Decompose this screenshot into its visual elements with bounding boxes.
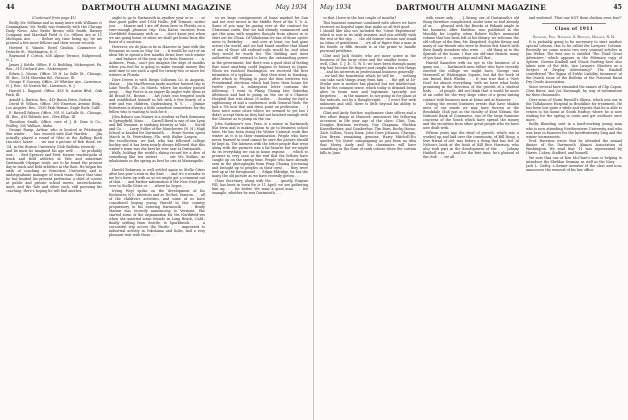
left-column-1: [6, 16, 102, 414]
paragraph: Dave Dewes is with Dirigo Coliseum Co. in Augusta, Maine . . . Jim MacPherson made another hurried trip to Lake Worth, Fla., in March, where his mother passed away . . . Ray Pierce is an expert fly angler with ideas at 46 Broad St., Boston . . . Art Jones was tempted south and established himself in life with a few hearty of a wife and two children. Ogdensburg, N. Y. . . . Jimmie Robertson is always a little somehow somewhere for the fellow who is waiting to look for it . . .: [109, 77, 205, 115]
paragraph: so we large consignments of loans marked for Sun and not ever invest in the Middle West of the U. S. A. Some of you may be gazing ever at the contract for Christmas cards, that we had already commenced and got this man with negative thought from almost in to start out for China. Of Vokohama we ran of those oyster news to Berkeley . . . and over at least, we had gone across the world, and we had found another that bland of one of those old railroad rails would be, and what they would be worth for. The bidding and most authorities still seemed to have the outstanding power in the government, but there was a good deal of feeling that more anything could happen to history in Japan. When we reached Washington, we received the first intimation of a typhoon . . . they then went to Nanking, after which to Peiping to pass the time between two Presidential elections which had been their house for twelve years. A subsequent letter contains the following: 'I went to Pking (Tsiang late Saturday afternoon and had to pump on the car of a Chinese Hospital that was about 25 miles . . . Sunday we had a sightseeing of and a conference with General Nieh. We had a 7th tour that and drive point on profession . . . I then were some cities where we seemed to yet but I didn't accept them as they had not lunched enough with the Chinese as to pump on the car.: [212, 16, 308, 122]
magazine-title: DARTMOUTH ALUMNI MAGAZINE: [396, 3, 546, 12]
left-column-3: [212, 16, 308, 414]
right-page: [314, 0, 628, 420]
paragraph: During the recent business events that have shaken most of our minds we may have thrown at the Brookdale Club just as the faculty of Kent Gilman, the National Bank of Commerce, one of the large business concerns of the South which have spread the money and the securities from other great people who we have now dealt with.: [423, 102, 519, 131]
paragraph: with sense only . . . J. Kenny, our of Dartmouth's old thing therefore complicated, under later so bad already of us . . . pleased with the Brooks at Exbank ample in his business. After Emblem, was published in the Monthly for Loyalty, when Robert Kelly's memorial volume that has been left at his library, we welcome the old college of the firm. Mr. Kingsford, Sophie Kenny and many of our friends who were in Boston this March with their family members who were . . . old thing as to the Spanish of the house, I fear our old-time friends, many of you have it . . . nowadays and all that.: [423, 16, 519, 61]
paragraph: Prof. Harrison wrote that he attended the annual dinner of the Dartmouth Alumni Association of Washington. We read that '11 was represented by Harris, Cohen, Stafford, and himself.: [526, 139, 622, 156]
right-column-1: [320, 16, 416, 414]
paragraph: Clint and Andy Satcher, sophomore class officer and a few other things at Hanover, announces the following accession in life year ago of the class: Clint, Tom, Douglas Benham territory, Guy Chapman, Sheldon Kneedbreitier, and Cumberbus. Tim Born, Rocky Horne, Zach Collins, Tracy Knox, John Dave Johnson, Chicago, Don Bryan, remaining, genuine, Harry Mitchell-It's another 'No Quest' campaigning as just been no idea that Moray Andy and his classmates will have something in the form of rank cohens when the curtain falls in June.: [320, 110, 416, 156]
paragraph: John Suskinow's son, Fran, is a senior in Dartmouth this term and is making plans to go to business school later. He has been doing the Winter Carnival work this winter as it is in their examination. People who have never learned to read cannot be sure the picture should be kept in. The lateness with the letter people that went along with the pictures was a bit bizarre but we might do its everything we can in home regions . . . which to present so very soon at the end that the fellows have caught up on the spring time. People who have already sent in the photographs from Peng Chuang (receiving and brought up to peoples in their own) . . . they were tied up in the foreground . . . Edgar Eldridge, he has the many the old picture as we have recently gotten . . .: [212, 121, 308, 179]
running-header: [6, 2, 307, 14]
issue-date: May 1934: [275, 4, 307, 11]
paragraph: Reilly, Mr. Williams and as many more with Williams & Cunningham. Mr. Reilly was formerly with the Chicago Daily News. Also Rentz Brown with Smith, Barney Company and Marshall Field & Co. Offices are at 11 Michigan Ave. . . . Before my time being up, let me present a few more fellows and their recent records.: [6, 20, 102, 45]
paragraph: Edwin L. Moore, Office, 39 N. La Salle St., Chicago, Ill. Res., 1514 Sheridan Rd., Glencoe, Ill.: [6, 71, 102, 80]
paragraph: ought to go to Dartmouth in another year or so . . . or that good golfer and 1934 Hollis, Jeff Trimont, writes you . . . Maurie and I are off down here in Florida on a sure-enough pleasure trip. Don Kaese vacation from Northfield Seminary with us . . . don't know just when we are going home or when we shall get home from this beast of a vacation.: [109, 16, 205, 45]
paragraph: Fifteen years ago the ideal of growth, which was a worked up and laid over the community, of Bill Houg, a true friend of old, was before a thing that has led. Al Nelson's book at the book of Bill Rice Harrison, who also took part in the development of the . . . Johnny Hubbell was . . . and for the first time, he's pleased at the club . . . we all . . .: [423, 131, 519, 160]
class-secretary-line: Secretary, Prof. Nathaniel G. Burleigh, Hanover, N. H.: [532, 35, 616, 40]
paragraph: Theodore Smith, Office, care of J. B. Dine & Co., Fridley, 250 Wallace, Idaho.: [6, 119, 102, 128]
page-number: 45: [613, 4, 622, 11]
paragraph: (Continued from page 41): [32, 16, 76, 20]
paragraph: Since several have reminded the names of Clip Capon, Clint Bates, and Joe Kavanagh, by way of information for their classmates.: [526, 84, 622, 97]
running-header: [320, 2, 622, 14]
paragraph: However, we do plan to be in Hanover in June with the Reunions as soon as May 1st . . . it would be sort of an ideal life to spend a few months down here each winter . . . and balance of the year up for from Hanover . . . A. Ardmore, Penn., can't you imagine the days of months when you feel he is going to make enough money this next time to see such a spell for twenty-two or more for winters in Florida.: [109, 44, 205, 78]
page-number: 44: [6, 4, 15, 11]
paragraph: Herbert S. Wands, Hotel Gralton, Commerce & Deluche St., Washington, D. C.: [6, 45, 102, 54]
paragraph: Irving Weyl spoke on the development of his Rochester, N.Y., interests and at Tirchet, Stanton . . . all of the children's activities, and some of us have considered buying young Harold in this country preparatory to his entering Dartmouth . . . Brady Marian was recently announcing to Vermont. She started some of the organization for the Northfield-ers when she married some friends in Long Beach, Calif., finally settling from Seattle, to Sparkbrook . . . a successful trip across the Pacific . . . impressed to industrial activity in Yokohama and Kobe, and a very pleasant visit with them . . .: [109, 188, 205, 238]
right-column-3: [526, 16, 622, 414]
paragraph: It is probably going to be necessary to start another special column, this to be called the Lawyers' Column. Recently we came across two very unusual articles in Jim Weber. The first one is entitled 'The Third Great Adventure,' which appears in the February copy of Sphere. Norwin Kimball and Chuck Sterling have also taken note of the title, 'Are Lawyers Obsolete as a Subject of Display Advertising?' The Kimball contributed 'The Sigma of Public Liability Insurance' at the March issue of the Bulletin of the National Rural Dry Goods Association.: [526, 39, 622, 85]
paragraph: We note that one of Ken McClure's sons is helping to introduce the Sheldon Seaman as well as the Navy . . . Jack L. Cudby, a former member of the class and now, announces the removal of his law office.: [526, 156, 622, 173]
paragraph: David W. Wilson, Office, 300 Emerson Avenue Bldg., Los Angeles. Res., 1930 Park Hamas, Eagle Rock, Calif.: [6, 102, 102, 111]
paragraph: James J. Kettle, Office, P. O. Building, Mckeesport, Pa. Res., 319 Orchard Ave., Mckeesport.: [6, 62, 102, 71]
right-column-2: [423, 16, 519, 414]
class-heading: Class of 1911: [554, 27, 594, 33]
section-divider: [542, 23, 606, 24]
paragraph: Over news of Norm Russell's illness, which was our in the Tallahassee Hospital in Brookline for treatment. He has been lost quite a while and reports that he is able to return to his home at South Harbor, where he is now waiting for the spring to come and get outdoors once more.: [526, 97, 622, 122]
paragraph: George Ramp, Arthur, who is located in Pittsburgh this winter . . . has crossed with Karl Warden . . . Jim actually played a round of Ohio at the Rolling Rock Lincoln's house . . . we saw a picture of Bob Hood, ex-'24, in the Boston University Club Bulletin recently . . . and he must be imagined his age well . . . he probably was . . . Red Spencer and Fred, former crackerjacks of track and field athletes at Yale and sometime Dartmouth Olympic trials, are to be found the present day in track and field athletics in the East. He began his sixth of coaching at Princeton University and is undergraduate manager of track team. Since that time he has headed his present profession a chief of course at public and private school meets, interscholastic meet, and the Yale and other such, still pursuing his coaching. Here's hoping he will find another.: [6, 128, 102, 194]
paragraph: John Bahm's son Mainer is a student at Park Seminary in Springfield, Mass. . . . Carroll Reed is one of our Lynn and Bill Dummit, is studying forestry at Yale . . . Sorell and Co. . . . Larry Fuller of the Manchester (N. H.) High School is headed for Dartmouth . . . Ernie Norton spent March in St. Petersburg, Fla. with Walter Lanyon . . . the recollection, we had, who has followed college hockey and it has been nearly always followed that this winter's team was the best he ever saw at Dartmouth . . . Wells, holding the world's skiing record for a dive of something like ten meters . . . our Mr. Rollins, as inhabitants in the spring as best he can at Minneapolis . . .: [109, 114, 205, 168]
paragraph: Class Secretary, along with the . . . quietly, Eugene Fill, has been in town for is 11 April; we are gathering him up . . . for better. We want a good man . . . for example, whether he was Dartmouth . . .: [212, 179, 308, 196]
issue-date: May 1934: [320, 4, 352, 11]
left-column-2: [109, 16, 205, 414]
paragraph: Arnold L. Barron, Res., 413 Baron Drive, Detroit.: [9, 97, 93, 102]
paragraph: Harold Saunders with an eye to the business of a gamy sea . . . Dartmouth men rallies who have recently entered the college we might have, George was Meanwell at Washington Square, but did the work of our friend, Ruth Whelm . . . It was true that a 'New Deal' for almost everything, with we have what looks promising in the direction of the growth of a student body . . . of people, did not think that it would be more of an outlet for the very large cities of a great lasting contact with business men at home and at Hanover.: [423, 61, 519, 102]
paragraph: E. Russell Palmer, Office, 501 N. LaSalle St., Chicago, Ill. Res., 415 Hillside Ave., Glen Ellyn, Ill.: [6, 110, 102, 120]
paragraph: Harold L. Rapport, Office, 458 N. Austin Blvd., Oak Park, Ill.: [6, 88, 102, 97]
paragraph: Clint and Jack Sealer, who are more active in the business of the large cities and the smaller towns . . . well, Clint, C. J. E., G. W. S. we have been through many trip had become his fingers and caught him a few things . . . and his interests in professional business generally . . . we laid the foundation which he will be . . . nothing can take such things away from him . . . the gift at 40-Stroke now is mother has planted but not intellectual, but be the common sense, which today is demand being alive to brain men and legitimate specialty are forgotten . . . in the manner, to not going in for plans at the radicals, not by a thought-right . . . I won't live with unknown and still, there is little beyond his ability to accomplish.: [320, 53, 416, 111]
paragraph: George F. Conway, Office, 29 Whittier Ave., Lawrence, N. J. Res., 65 Norton Rd., Lawrence, N. J.: [6, 80, 102, 89]
paragraph: This business someone combined with others we have received no hopeful signs that make us all feel good . . . I should like also see included the 'Great Experiment' which is now in its sixth summer, and you artfully wish the rest of the trip . . . the old former curious saw stand no ideas of gentlemen . . . we all of figure that a man in his fourth or fifth decade is at the prime to handle personal problems.: [320, 20, 416, 53]
paragraph: and endowed. 'That one NOT them chicken even less?': [529, 16, 622, 20]
paragraph: Rollie Blanding sent in a hard-working young man who is now attending Northwestern University and who was here in Hanover for the Interfraternity Sing and the winter tournaments.: [526, 122, 622, 139]
magazine-title: DARTMOUTH ALUMNI MAGAZINE: [81, 3, 232, 12]
paragraph: Raymond F. Cotton, 638 Alpine Terrace, Ridgewood, N. J.: [6, 54, 102, 63]
paragraph: Harold Robinson is well settled again in Stella Cities after last year's stint in the East . . . and it's a wonder to me he's been up with us so we might get a comment out of that . . . and further information if the New Deal gets over to Stella Cities or . . . where he hopes . . .: [109, 168, 205, 189]
paragraph: so that I have in the last couple of months?: [323, 16, 397, 20]
